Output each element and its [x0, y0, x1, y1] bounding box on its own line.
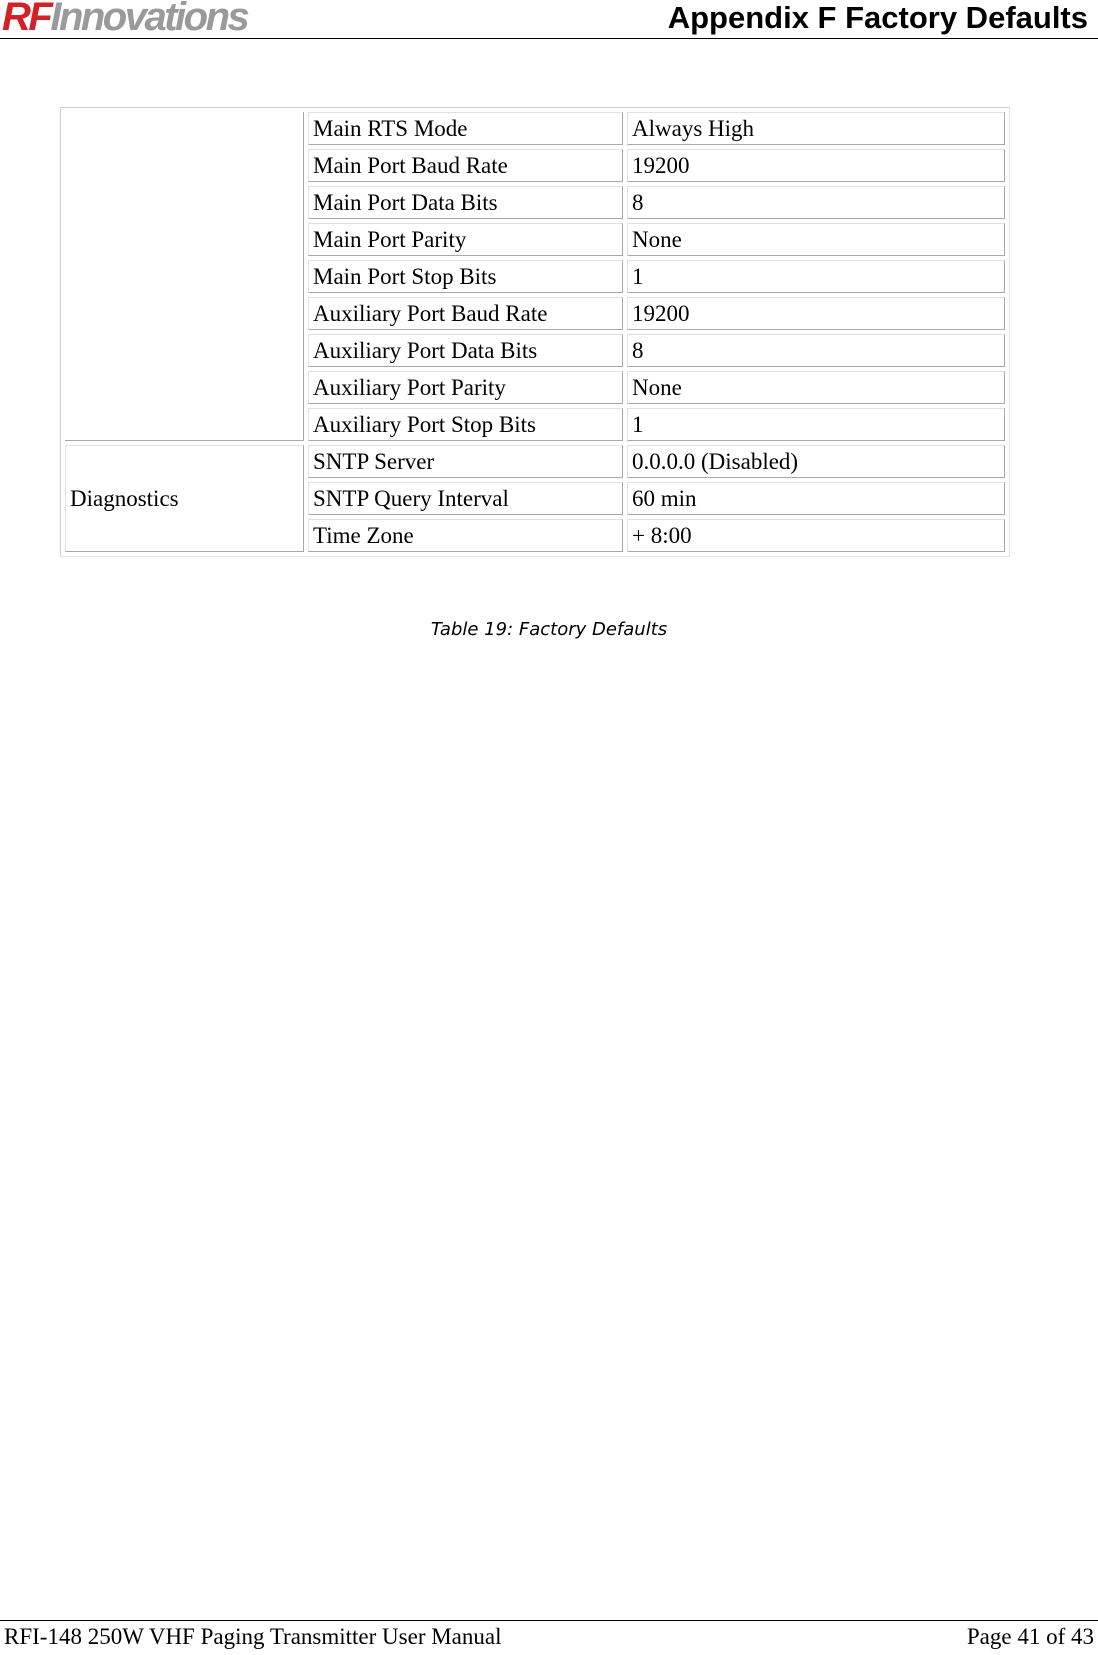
setting-cell: Auxiliary Port Parity — [308, 371, 623, 404]
setting-cell: Main Port Parity — [308, 223, 623, 256]
logo-innovations-text: Innovations — [50, 0, 248, 39]
value-cell: + 8:00 — [627, 519, 1005, 552]
setting-cell: Main Port Baud Rate — [308, 149, 623, 182]
value-cell: Always High — [627, 112, 1005, 145]
value-cell: None — [627, 371, 1005, 404]
group-label-diagnostics: Diagnostics — [65, 445, 304, 552]
setting-cell: Main Port Stop Bits — [308, 260, 623, 293]
setting-cell: Auxiliary Port Baud Rate — [308, 297, 623, 330]
value-cell: 8 — [627, 186, 1005, 219]
group-label-empty — [65, 112, 304, 441]
value-cell: 19200 — [627, 297, 1005, 330]
setting-cell: Time Zone — [308, 519, 623, 552]
setting-cell: Auxiliary Port Data Bits — [308, 334, 623, 367]
table-row — [65, 445, 1005, 478]
page-header-title: Appendix F Factory Defaults — [667, 0, 1088, 35]
setting-cell: SNTP Server — [308, 445, 623, 478]
setting-cell: SNTP Query Interval — [308, 482, 623, 515]
value-cell: 0.0.0.0 (Disabled) — [627, 445, 1005, 478]
logo-rf-text: RF — [2, 0, 51, 39]
setting-cell: Auxiliary Port Stop Bits — [308, 408, 623, 441]
page-footer — [0, 1620, 1098, 1655]
company-logo — [2, 0, 247, 40]
setting-cell: Main RTS Mode — [308, 112, 623, 145]
value-cell: 60 min — [627, 482, 1005, 515]
setting-cell: Main Port Data Bits — [308, 186, 623, 219]
value-cell: 8 — [627, 334, 1005, 367]
page-number: Page 41 of 43 — [966, 1624, 1094, 1649]
value-cell: 19200 — [627, 149, 1005, 182]
table-caption: Table 19: Factory Defaults — [430, 619, 668, 640]
factory-defaults-table — [60, 107, 1010, 557]
page-header — [0, 0, 1098, 39]
value-cell: 1 — [627, 260, 1005, 293]
table-row — [65, 112, 1005, 145]
document-title: RFI-148 250W VHF Paging Transmitter User Manual — [4, 1624, 502, 1649]
value-cell: None — [627, 223, 1005, 256]
value-cell: 1 — [627, 408, 1005, 441]
